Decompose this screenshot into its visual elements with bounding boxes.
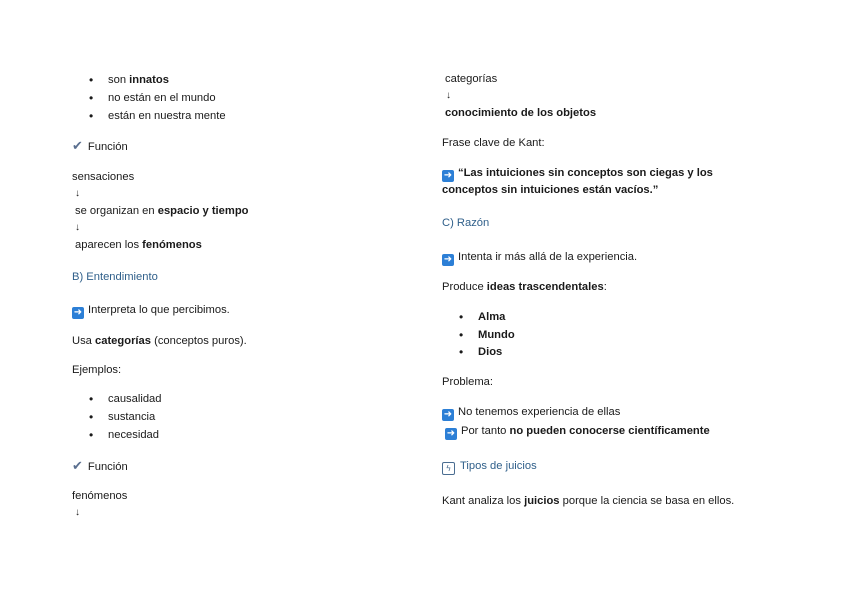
text-line: conocimiento de los objetos xyxy=(445,107,597,119)
funcion-label: ✔ Función xyxy=(72,138,128,153)
text-line: ➜ Interpreta lo que percibimos. xyxy=(73,304,230,318)
text-line: categorías xyxy=(445,73,498,85)
list-item: • son innatos xyxy=(72,73,169,87)
list-item: • causalidad xyxy=(72,392,162,406)
text-line: se organizan en espacio y tiempo xyxy=(75,205,249,217)
arrow-right-icon: ➜ xyxy=(443,409,453,420)
text-line: fenómenos xyxy=(72,490,128,502)
check-icon: ✔ xyxy=(72,138,83,153)
arrow-right-icon: ➜ xyxy=(443,170,453,181)
list-item: • Dios xyxy=(442,345,502,359)
text-line: Usa categorías (conceptos puros). xyxy=(72,335,247,347)
section-heading: C) Razón xyxy=(442,217,490,229)
text-line: aparecen los fenómenos xyxy=(75,239,202,251)
down-arrow: ↓ xyxy=(75,222,80,233)
text-line: Kant analiza los juicios porque la ciencia se basa en ellos. xyxy=(442,495,735,507)
list-item: • no están en el mundo xyxy=(72,91,216,105)
quote-line: ➜ “Las intuiciones sin conceptos son ciegas y los xyxy=(443,167,713,181)
arrow-right-icon: ➜ xyxy=(446,428,456,439)
text-line: sensaciones xyxy=(72,171,135,183)
funcion-label: ✔ Función xyxy=(72,458,128,473)
list-item: • Alma xyxy=(442,310,505,324)
check-icon: ✔ xyxy=(72,458,83,473)
text-line: ➜ No tenemos experiencia de ellas xyxy=(443,406,621,420)
text-line: Problema: xyxy=(442,376,493,388)
list-item: • sustancia xyxy=(72,410,155,424)
text-line: ➜ Intenta ir más allá de la experiencia. xyxy=(443,251,638,265)
list-item: • necesidad xyxy=(72,428,159,442)
down-arrow: ↓ xyxy=(75,507,80,518)
lightning-box-icon: ϟ xyxy=(442,462,455,475)
list-item: • Mundo xyxy=(442,328,515,342)
list-item: • están en nuestra mente xyxy=(72,109,226,123)
quote-line: conceptos sin intuiciones están vacíos.” xyxy=(442,184,659,196)
text-line: Produce ideas trascendentales: xyxy=(442,281,607,293)
section-heading: ϟ Tipos de juicios xyxy=(442,459,537,475)
down-arrow: ↓ xyxy=(446,90,451,101)
text-line: Frase clave de Kant: xyxy=(442,137,545,149)
down-arrow: ↓ xyxy=(75,188,80,199)
text-line: ➜ Por tanto no pueden conocerse científicamente xyxy=(446,425,710,439)
arrow-right-icon: ➜ xyxy=(443,254,453,265)
section-heading: B) Entendimiento xyxy=(72,271,158,283)
arrow-right-icon: ➜ xyxy=(73,307,83,318)
text-line: Ejemplos: xyxy=(72,364,122,376)
